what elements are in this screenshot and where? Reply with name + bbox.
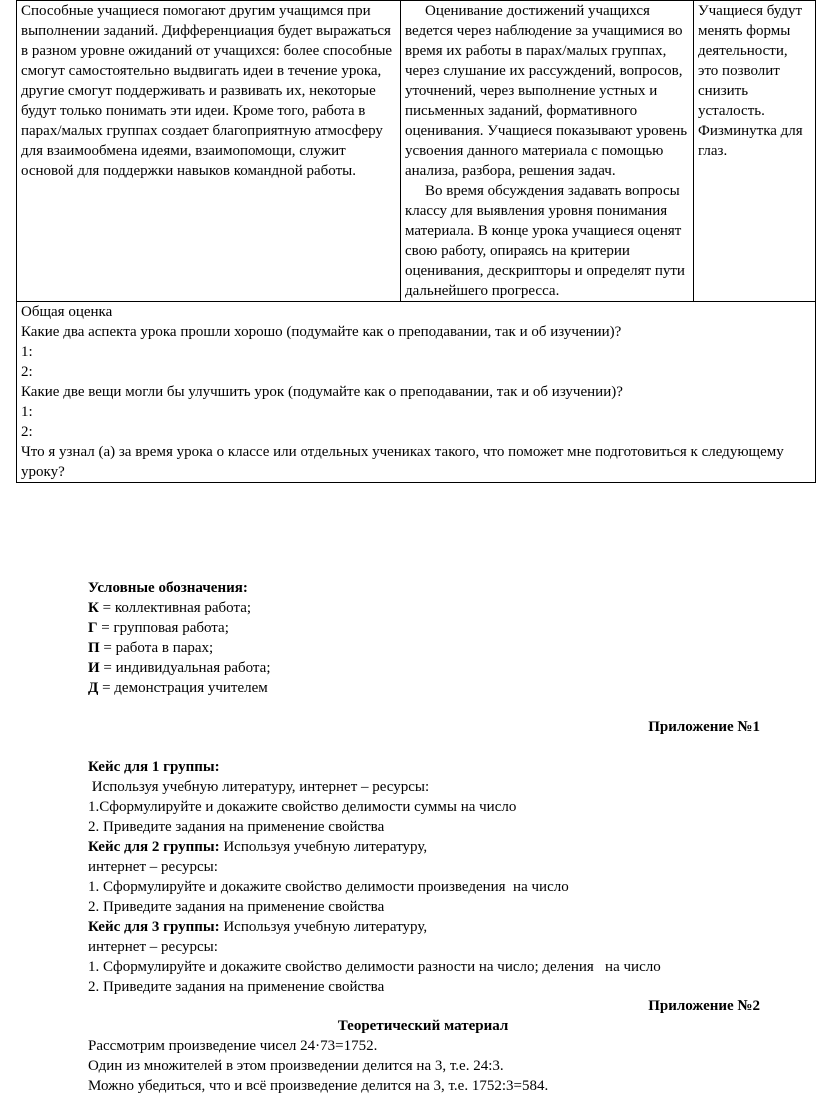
health-safety-text: Учащиеся будут менять формы деятельности, это позволит снизить усталость. Физминутка для глаз. — [698, 3, 803, 159]
legend-item: П = работа в парах; — [88, 640, 214, 656]
health-safety-cell — [694, 1, 816, 302]
lesson-plan-table — [16, 0, 816, 483]
case-line: 1. Сформулируйте и докажите свойство делимости произведения на число — [88, 879, 569, 895]
appendix-2-title: Приложение №2 — [648, 998, 760, 1014]
legend-title: Условные обозначения: — [88, 580, 248, 596]
legend-item: И = индивидуальная работа; — [88, 660, 271, 676]
differentiation-cell — [17, 1, 401, 302]
table-row — [17, 1, 816, 302]
case-line: 1.Сформулируйте и докажите свойство делимости суммы на число — [88, 799, 517, 815]
legend — [88, 578, 748, 698]
reflection-line: Какие два аспекта урока прошли хорошо (подумайте как о преподавании, так и об изучении)? — [21, 324, 622, 340]
legend-item: К = коллективная работа; — [88, 600, 252, 616]
theory-line: Один из множителей в этом произведении делится на 3, т.е. 24:3. — [88, 1058, 504, 1074]
case-2-heading: Кейс для 2 группы: Используя учебную литературу, — [88, 839, 428, 855]
case-line: интернет – ресурсы: — [88, 859, 218, 875]
reflection-line: 1: — [21, 344, 33, 360]
theory-line: Рассмотрим произведение чисел 24·73=1752. — [88, 1038, 378, 1054]
assessment-text-1: Оценивание достижений учащихся ведется через наблюдение за учащимися во время их работы в парах/малых группах, через слушание их рассуждений, вопросов, уточнений, через выполнение устных и письменных заданий, формативного оценивания. Учащиеся показывают уровень усвоения данного материала с помощью анализа, разбора, решения задач. — [405, 3, 688, 179]
reflection-line: 2: — [21, 424, 33, 440]
case-3-heading: Кейс для 3 группы: Используя учебную литературу, — [88, 919, 428, 935]
table-row — [17, 302, 816, 483]
appendix-1-title: Приложение №1 — [648, 719, 760, 735]
case-line: 2. Приведите задания на применение свойства — [88, 899, 385, 915]
case-line: Используя учебную литературу, интернет – ресурсы: — [88, 779, 430, 795]
reflection-line: 2: — [21, 364, 33, 380]
case-line: 2. Приведите задания на применение свойства — [88, 819, 385, 835]
legend-item: Г = групповая работа; — [88, 620, 229, 636]
reflection-line: Общая оценка — [21, 304, 113, 320]
assessment-cell — [401, 1, 694, 302]
reflection-line: Какие две вещи могли бы улучшить урок (подумайте как о преподавании, так и об изучении)? — [21, 384, 623, 400]
assessment-text-2: Во время обсуждения задавать вопросы классу для выявления уровня понимания материала. В конце урока учащиеся оценят свою работу, опираясь на критерии оценивания, дескрипторы и определят пути дальнейшего прогресса. — [405, 183, 685, 299]
reflection-cell — [17, 302, 816, 483]
case-1-title: Кейс для 1 группы: — [88, 759, 220, 775]
case-line: 2. Приведите задания на применение свойства — [88, 979, 385, 995]
theory-section — [88, 1016, 788, 1096]
case-3-title: Кейс для 3 группы: — [88, 919, 220, 935]
legend-item: Д = демонстрация учителем — [88, 680, 268, 696]
differentiation-text: Способные учащиеся помогают другим учащимся при выполнении заданий. Дифференциация будет выражаться в разном уровне ожиданий от учащихся: более способные смогут самостоятельно выдвигать идеи в течение урока, другие смогут поддерживать и развивать их, некоторые будут только понимать эти идеи. Кроме того, работа в парах/малых группах создает благоприятную атмосферу для взаимообмена идеями, взаимопомощи, служит основой для поддержки навыков командной работы. — [21, 3, 393, 179]
case-line: интернет – ресурсы: — [88, 939, 218, 955]
theory-title: Теоретический материал — [337, 1018, 509, 1034]
reflection-line: 1: — [21, 404, 33, 420]
theory-line: Можно убедиться, что и всё произведение делится на 3, т.е. 1752:3=584. — [88, 1078, 549, 1094]
case-2-title: Кейс для 2 группы: — [88, 839, 220, 855]
cases-section — [88, 757, 788, 997]
reflection-line: Что я узнал (а) за время урока о классе или отдельных учениках такого, что поможет мне подготовиться к следующему уроку? — [21, 444, 784, 480]
case-line: 1. Сформулируйте и докажите свойство делимости разности на число; деления на число — [88, 959, 661, 975]
